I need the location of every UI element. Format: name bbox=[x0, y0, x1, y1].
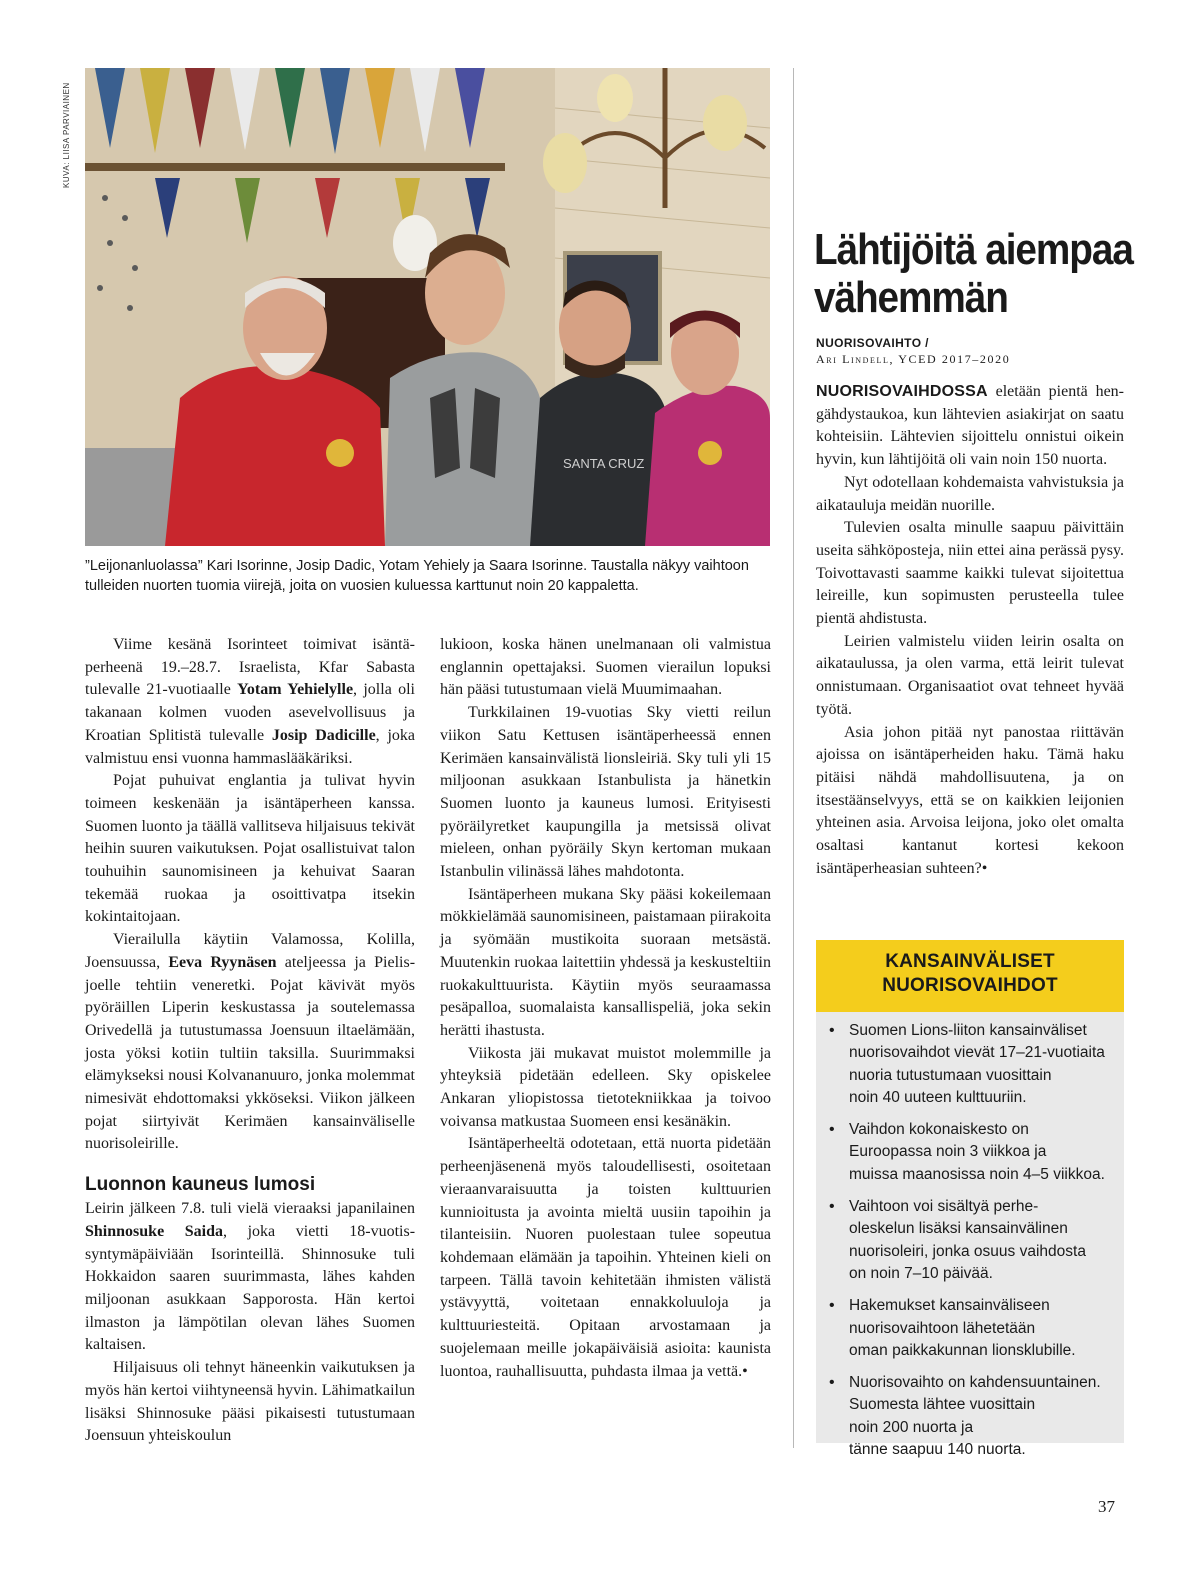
factbox-item: • Vaihtoon voi sisältyä perhe- oleskelun lisäksi kansainvälinen nuorisoleiri, jonka osuus vaihdosta on noin 7–10 päivää. bbox=[829, 1198, 1086, 1282]
sidebar-paragraph: Nyt odotellaan kohdemaista vahvistuksia ja aikatauluja meidän nuorille. bbox=[816, 473, 1124, 514]
article-paragraph: Turkkilainen 19-vuotias Sky vietti reilun viikon Satu Kettusen isäntäperheessä ennen Kerimäen kansainvälistä lionsleiriä. Sky tuli yli 15 miljoonan asukkaan Istanbulista ja hänetkin Suomen luonto ja kauneus lumosi. Erityisesti pyöräilyretket kaupungilla ja metsissä olivat mieleen, onhan pyöräily Skyn kertoman mukaan Istanbulin vilinässä lähes mahdotonta. bbox=[440, 704, 771, 881]
article-paragraph: Isäntäperheeltä odotetaan, että nuorta pidetään perheenjäsenenä myös taloudellisesti, osoitetaan vieraanvaraisuutta ja toisten kulttuurien kunnioitusta ja avointa mieltä uusiin tapoihin ja tilanteisiin. Nuoren puolestaan tulee sopeutua kohdemaan elämään ja tapoihin. Yhteinen kieli on tarpeen. Tällä tavoin kehitetään ihmisten välistä ystävyyttä, voitetaan ennakkoluuloja ja kulttuuriesteitä. Opitaan arvostamaan ja suojelemaan meille jokapäiväisiä asioita: kaunista luontoa, rauhallisuutta, puhdasta ilmaa ja vettä.• bbox=[440, 1135, 771, 1380]
sidebar-headline: Lähtijöitä aiempaa vähemmän bbox=[814, 225, 1133, 322]
article-paragraph: Viime kesänä Isorinteet toimivat isäntäperheenä 19.–28.7. Israelista, Kfar Sabasta tulevalle 21-vuotiaalle Yotam Yehielylle, jolla oli takanaan kolmen vuoden asevelvollisuus ja Kroatian Splitistä tulevalle Josip Dadicille, joka valmistuu ensi vuonna hammaslääkäriksi. bbox=[85, 636, 416, 767]
byline: Ari Lindell, YCED 2017–2020 bbox=[816, 352, 1011, 366]
article-paragraph: Pojat puhuivat englantia ja tulivat hyvin toimeen keskenään ja isäntäperheen kanssa. Suomen luonto ja täällä vallitseva hiljaisuus tekivät heihin suuren vaikutuksen. Pojat osallistuivat talon touhuihin saunomisineen ja kehuivat Saaran tekemää ruokaa ja osoittivatpa itsekin kokintaitojaan. bbox=[85, 772, 415, 926]
factbox-title: KANSAINVÄLISET NUORISOVAIHDOT bbox=[816, 940, 1124, 1012]
article-paragraph: Isäntäperheen mukana Sky pääsi kokeilemaan mökkielämää saunomisineen, paistamaan piirakoita ja syömään mustikoita suoraan metsästä. Muutenkin ruokaa laitettiin yhdessä ja keskusteltiin ruokakulttuurista. Käytiin myös seuraamassa pesäpalloa, suomalaista kansallispeliä, joka sekin herätti ihastusta. bbox=[440, 885, 771, 1039]
bullet-icon: • bbox=[829, 1198, 835, 1216]
article-column-2 bbox=[440, 634, 771, 1383]
group-photo bbox=[85, 68, 770, 546]
factbox-item: • Nuorisovaihto on kahdensuuntainen. Suomesta lähtee vuosittain noin 200 nuorta ja tänne saapuu 140 nuorta. bbox=[829, 1374, 1101, 1459]
section-label: NUORISOVAIHTO / bbox=[816, 336, 929, 350]
bullet-icon: • bbox=[829, 1022, 835, 1039]
article-column-1 bbox=[85, 634, 415, 1448]
sidebar-paragraph: Leirien valmistelu viiden leirin osalta on aikataulussa, ja olen varma, että leirit tulevat onnistumaan. Organisaatiot ovat tehneet hyvää työtä. bbox=[816, 632, 1124, 718]
shirt-print: SANTA CRUZ bbox=[563, 456, 645, 471]
bullet-icon: • bbox=[829, 1121, 835, 1139]
factbox-item: • Vaihdon kokonaiskesto on Euroopassa noin 3 viikkoa ja muissa maanosissa noin 4–5 viikkoa. bbox=[829, 1121, 1105, 1183]
factbox-item: • Hakemukset kansainväliseen nuorisovaihtoon lähetetään oman paikkakunnan lionsklubille. bbox=[829, 1297, 1076, 1359]
article-subheading: Luonnon kauneus lumosi bbox=[85, 1174, 316, 1196]
factbox-item: • Suomen Lions-liiton kansainväliset nuorisovaihdot vievät 17–21-vuotiaita nuoria tutustumaan vuosittain noin 40 uuteen kulttuuriin. bbox=[829, 1022, 1105, 1106]
factbox-list bbox=[816, 1012, 1124, 1461]
factbox bbox=[816, 940, 1124, 1459]
article-paragraph: Viikosta jäi mukavat muistot molemmille ja yhteyksiä pidetään edelleen. Sky opiskelee Ankaran yliopistossa tietotekniikkaa ja toivoo voivansa matkustaa Suomeen ensi kesänäkin. bbox=[440, 1044, 771, 1130]
sidebar-paragraph: Tulevien osalta minulle saapuu päivittäin useita sähköposteja, niin ettei aina perässä pysy. Toivottavasti saamme kaikki tulevat sijoitettua leireille, kun sopimusten perusteella tulee pientä ahdistusta. bbox=[816, 519, 1124, 628]
column-divider bbox=[793, 68, 794, 1448]
bullet-icon: • bbox=[829, 1297, 835, 1315]
photo-credit: KUVA: LIISA PARVIAINEN bbox=[62, 82, 71, 188]
bullet-icon: • bbox=[829, 1374, 835, 1392]
sidebar-text bbox=[816, 381, 1124, 880]
photo-caption: ”Leijonanluolassa” Kari Isorinne, Josip Dadic, Yotam Yehiely ja Saara Isorinne. Taustalla näkyy vaihtoon tulleiden nuorten tuomia viirejä, joita on vuosien kuluessa karttunut noin 20 kappaletta. bbox=[85, 558, 749, 594]
article-paragraph: Hiljaisuus oli tehnyt häneenkin vaikutuksen ja myös hän kertoi viihtyneensä hyvin. Lähimatkailun lisäksi Shinnosuke pääsi pikaisesti tutustumaan Joensuun yhteiskoulun bbox=[85, 1359, 415, 1445]
page-number: 37 bbox=[1098, 1497, 1115, 1516]
sidebar-paragraph: Asia johon pitää nyt panostaa riittävän ajoissa on isäntäperheiden haku. Tämä haku pitäisi nähdä mahdollisuutena, ja on itsestäänselvyys, että se on kaikkien leijonien yhteinen asia. Arvoisa leijona, joko olet omalta osaltasi kantanut kortesi kekoon isäntäperheasian suhteen?• bbox=[816, 723, 1124, 877]
article-paragraph: Leirin jälkeen 7.8. tuli vielä vieraaksi japanilainen Shinnosuke Saida, joka vietti 18-vuotissyntymäpäiviään Isorinteillä. Shinnosuke tuli Hokkaidon saaren suurimmasta, lähes kahden miljoonan asukkaan Sapporosta. Hän kertoi ilmaston ja lämpötilan olevan lähes Suomen kaltaisen. bbox=[85, 1200, 416, 1354]
sidebar-paragraph: NUORISOVAIHDOSSA eletään pientä hengähdystaukoa, kun lähtevien asiakirjat on saatu kohteisiin. Lähtevien sijoittelu onnistui oikein hyvin, kun lähtijöitä oli vain noin 150 nuorta. bbox=[816, 383, 1124, 469]
article-paragraph: Vierailulla käytiin Valamossa, Kolilla, Joensuussa, Eeva Ryynäsen ateljeessa ja Pielisjoelle tehtiin veneretki. Pojat kävivät myös pyöräillen Liperin keskustassa ja soutelemassa Orivedellä ja tutustumassa Joensuun iltaelämään, josta yöksi kotiin tultiin taksilla. Suurimmaksi elämykseksi nousi Kolvananuuro, jonka molemmat nimesivät ehdottomaksi ykköseksi. Viikon jälkeen pojat siirtyivät Kerimäen kansainväliselle nuorisoleirille. bbox=[85, 931, 416, 1153]
article-paragraph: lukioon, koska hänen unelmanaan oli valmistua englannin opettajaksi. Suomen vierailun lopuksi hän pääsi tutustumaan vielä Muumimaahan. bbox=[440, 636, 771, 699]
